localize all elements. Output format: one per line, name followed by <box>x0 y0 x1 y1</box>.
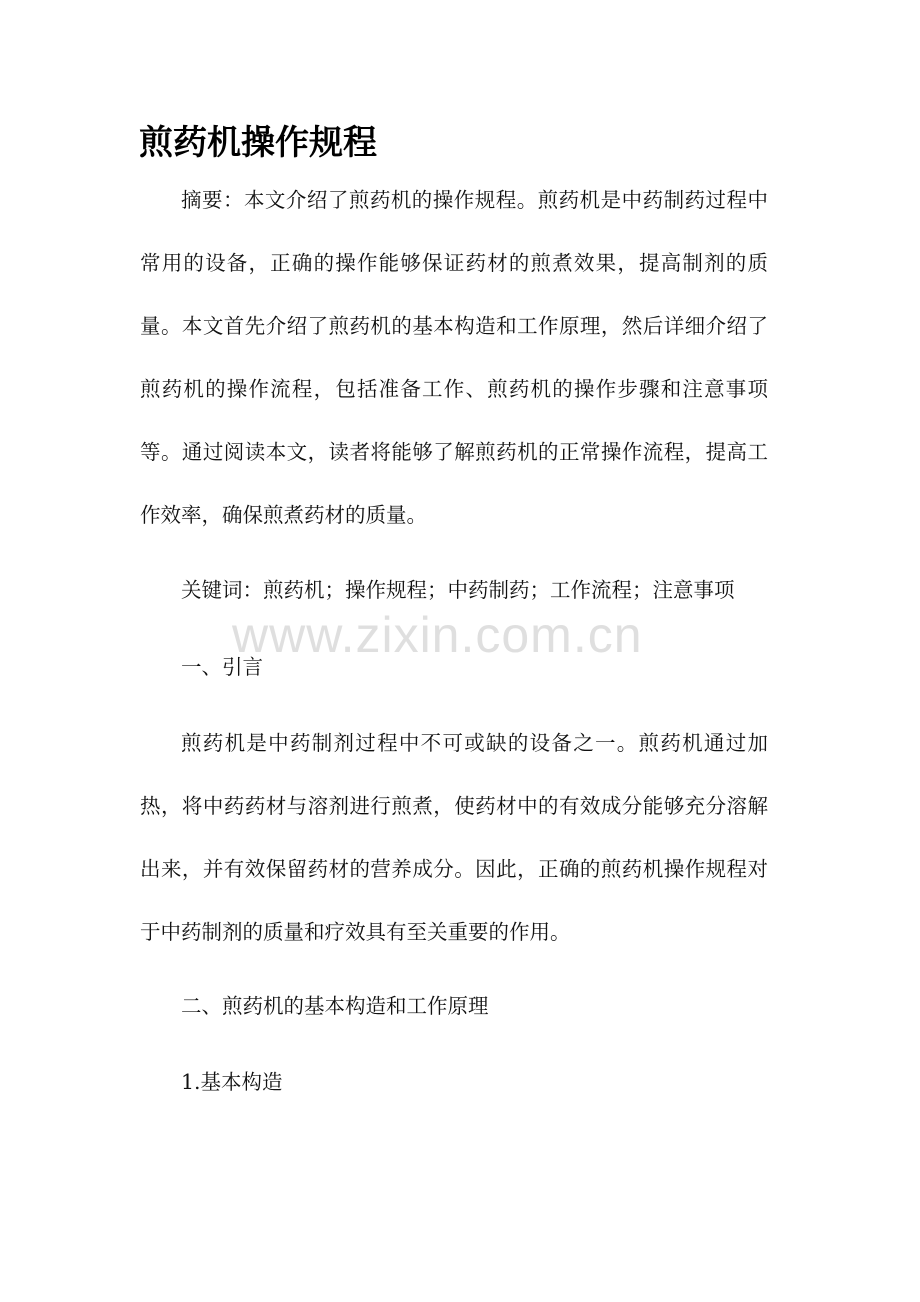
introduction-paragraph: 煎药机是中药制剂过程中不可或缺的设备之一。煎药机通过加热，将中药药材与溶剂进行煎煮，使药材中的有效成分能够充分溶解出来，并有效保留药材的营养成分。因此，正确的煎药机操作规程对于中药制剂的质量和疗效具有至关重要的作用。 <box>140 731 768 944</box>
section-heading-structure-principle: 二、煎药机的基本构造和工作原理 <box>181 994 489 1018</box>
watermark: www.zixin.com.cn <box>232 607 643 663</box>
section-heading-introduction: 一、引言 <box>181 655 263 679</box>
abstract-paragraph: 摘要：本文介绍了煎药机的操作规程。煎药机是中药制药过程中常用的设备，正确的操作能够保证药材的煎煮效果，提高制剂的质量。本文首先介绍了煎药机的基本构造和工作原理，然后详细介绍了煎药机的操作流程，包括准备工作、煎药机的操作步骤和注意事项等。通过阅读本文，读者将能够了解煎药机的正常操作流程，提高工作效率，确保煎煮药材的质量。 <box>140 188 768 527</box>
document-title: 煎药机操作规程 <box>139 123 377 163</box>
keywords-paragraph: 关键词：煎药机；操作规程；中药制药；工作流程；注意事项 <box>181 578 735 602</box>
subsection-heading-basic-structure: 1.基本构造 <box>181 1070 283 1094</box>
